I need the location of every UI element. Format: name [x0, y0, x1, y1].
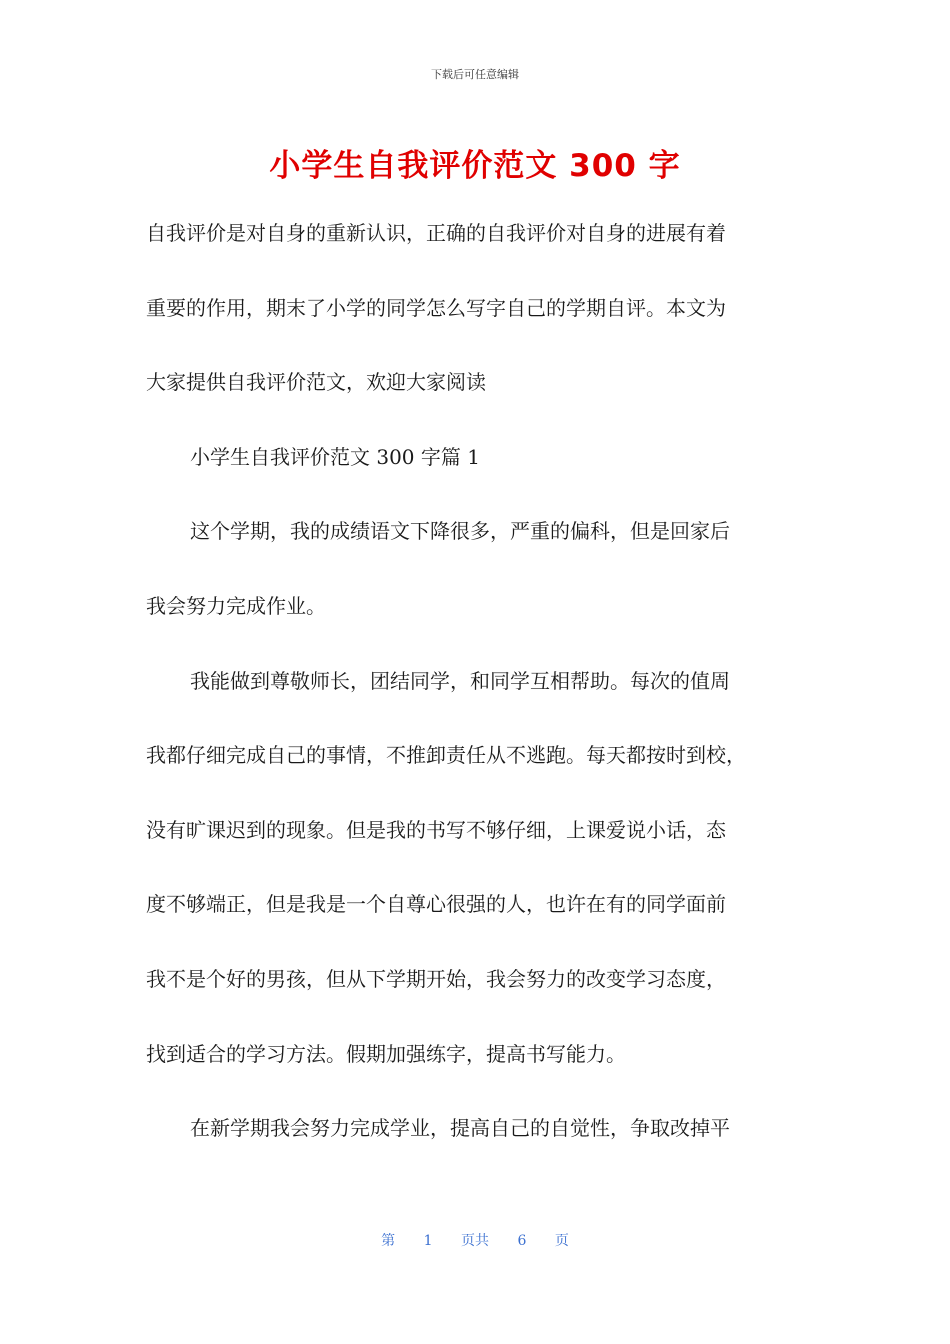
text-line: 自我评价是对自身的重新认识，正确的自我评价对自身的进展有着 [146, 221, 726, 245]
text-line: 我会努力完成作业。 [146, 593, 326, 618]
footer-page-current: 1 [423, 1233, 433, 1249]
page-footer [0, 1230, 950, 1250]
body-text [146, 196, 806, 1166]
text-line: 在新学期我会努力完成学业，提高自己的自觉性，争取改掉平 [190, 1116, 730, 1141]
text-line: 小学生自我评价范文 300 字篇 1 [190, 444, 480, 469]
text-line: 我不是个好的男孩，但从下学期开始，我会努力的改变学习态度， [146, 966, 726, 991]
text-line: 我都仔细完成自己的事情，不推卸责任从不逃跑。每天都按时到校， [146, 743, 746, 768]
text-line: 我能做到尊敬师长，团结同学，和同学互相帮助。每次的值周 [190, 668, 730, 693]
text-line: 度不够端正，但是我是一个自尊心很强的人，也许在有的同学面前 [146, 892, 726, 917]
header-note: 下载后可任意编辑 [431, 68, 519, 81]
footer-suffix: 页 [554, 1233, 569, 1249]
text-line: 没有旷课迟到的现象。但是我的书写不够仔细，上课爱说小话，态 [146, 817, 726, 842]
footer-page-total: 6 [517, 1233, 527, 1249]
footer-prefix: 第 [381, 1233, 396, 1249]
page-title: 小学生自我评价范文 300 字 [269, 148, 681, 184]
text-line: 大家提供自我评价范文，欢迎大家阅读 [146, 370, 486, 395]
footer-middle: 页共 [461, 1233, 489, 1249]
text-line: 重要的作用，期末了小学的同学怎么写字自己的学期自评。本文为 [146, 295, 726, 320]
text-line: 这个学期，我的成绩语文下降很多，严重的偏科，但是回家后 [190, 519, 730, 544]
text-line: 找到适合的学习方法。假期加强练字，提高书写能力。 [146, 1041, 626, 1066]
